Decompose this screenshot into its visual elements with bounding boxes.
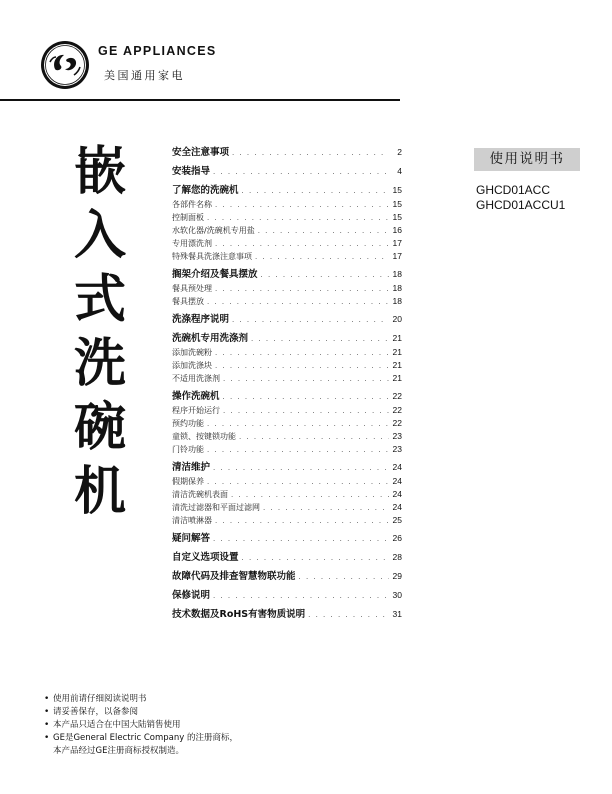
toc-section [172, 183, 402, 263]
toc-leader-dots [215, 515, 389, 528]
header-rule [0, 99, 400, 101]
toc-leader-dots [258, 225, 389, 238]
toc-page-number: 18 [392, 269, 402, 279]
toc-label: 水软化器/洗碗机专用盐 [172, 226, 255, 235]
toc-subitem [172, 514, 402, 527]
toc-section [172, 460, 402, 527]
note-item [44, 719, 243, 732]
toc-leader-dots [263, 502, 389, 515]
toc-subitem [172, 282, 402, 295]
toc-label: 疑问解答 [172, 533, 211, 544]
toc-page-number: 31 [392, 609, 402, 619]
toc-heading [172, 331, 402, 346]
toc-page-number: 29 [392, 571, 402, 581]
brand-name-cn: 美国通用家电 [104, 69, 185, 82]
toc-heading [172, 312, 402, 327]
toc-subitem [172, 488, 402, 501]
toc-subitem [172, 198, 402, 211]
toc-label: 童锁、按键锁功能 [172, 432, 236, 441]
toc-heading [172, 183, 402, 198]
toc-page-number: 24 [392, 462, 402, 472]
toc-leader-dots [215, 283, 389, 296]
brand-name-en: GE APPLIANCES [98, 44, 217, 58]
toc-label: 假期保养 [172, 477, 204, 486]
toc-page-number: 18 [392, 283, 402, 293]
manual-label: 使用说明书 [474, 148, 580, 171]
toc-label: 了解您的洗碗机 [172, 185, 239, 196]
toc-page-number: 25 [392, 515, 402, 525]
toc-heading [172, 145, 402, 160]
toc-label: 操作洗碗机 [172, 391, 220, 402]
model-number: GHCD01ACC [476, 183, 551, 197]
toc-leader-dots [213, 165, 389, 180]
note-text: GE是General Electric Company 的注册商标，本产品经过GE注册商标授权制造。 [53, 733, 238, 756]
toc-section [172, 267, 402, 308]
note-item [44, 732, 243, 758]
toc-page-number: 21 [392, 373, 402, 383]
ge-monogram-logo [40, 40, 90, 90]
toc-page-number: 24 [392, 476, 402, 486]
toc-section [172, 588, 402, 603]
toc-label: 清洁维护 [172, 462, 211, 473]
toc-page-number: 21 [392, 333, 402, 343]
toc-page-number: 20 [392, 314, 402, 324]
toc-page-number: 30 [392, 590, 402, 600]
toc-page-number: 16 [392, 225, 402, 235]
toc-label: 清洁洗碗机表面 [172, 490, 228, 499]
toc-page-number: 15 [392, 199, 402, 209]
toc-section [172, 569, 402, 584]
toc-leader-dots [261, 268, 389, 283]
toc-label: 清洁喷淋器 [172, 516, 212, 525]
toc-leader-dots [215, 347, 389, 360]
toc-section [172, 550, 402, 565]
bullet-icon: • [44, 733, 50, 743]
toc-page-number: 21 [392, 360, 402, 370]
notes-list [44, 693, 243, 758]
toc-subitem [172, 224, 402, 237]
toc-page-number: 24 [392, 502, 402, 512]
toc-leader-dots [207, 296, 389, 309]
toc-page-number: 4 [397, 166, 402, 176]
note-item [44, 693, 243, 706]
toc-page-number: 22 [392, 405, 402, 415]
toc-label: 安装指导 [172, 166, 211, 177]
toc-label: 技术数据及RoHS有害物质说明 [172, 609, 306, 620]
toc-heading [172, 267, 402, 282]
toc-heading [172, 164, 402, 179]
toc-page-number: 2 [397, 147, 402, 157]
toc-page-number: 22 [392, 418, 402, 428]
toc-leader-dots [242, 184, 389, 199]
toc-heading [172, 531, 402, 546]
toc-section [172, 164, 402, 179]
toc-label: 添加洗涤块 [172, 361, 212, 370]
model-number: GHCD01ACCU1 [476, 198, 566, 212]
bullet-icon: • [44, 720, 50, 730]
toc-leader-dots [223, 390, 389, 405]
toc-page-number: 15 [392, 185, 402, 195]
toc-subitem [172, 501, 402, 514]
toc-label: 餐具摆放 [172, 297, 204, 306]
toc-label: 保修说明 [172, 590, 211, 601]
toc-label: 各部件名称 [172, 200, 212, 209]
note-text: 请妥善保存，以备参阅 [53, 707, 139, 717]
toc-subitem [172, 237, 402, 250]
toc-leader-dots [255, 251, 389, 264]
toc-page-number: 26 [392, 533, 402, 543]
toc-leader-dots [213, 589, 389, 604]
toc-section [172, 607, 402, 622]
toc-leader-dots [232, 146, 389, 161]
bullet-icon: • [44, 694, 50, 704]
title-char: 碗 [73, 398, 126, 458]
toc-subitem [172, 250, 402, 263]
toc-label: 洗碗机专用洗涤剂 [172, 333, 249, 344]
toc-leader-dots [223, 405, 389, 418]
toc-heading [172, 389, 402, 404]
toc-subitem [172, 359, 402, 372]
toc-leader-dots [251, 332, 389, 347]
toc-label: 程序开始运行 [172, 406, 220, 415]
toc-label: 预约功能 [172, 419, 204, 428]
toc-leader-dots [207, 476, 389, 489]
toc-subitem [172, 346, 402, 359]
title-char: 入 [73, 206, 126, 266]
title-char: 式 [73, 270, 126, 330]
toc-label: 特殊餐具洗涤注意事项 [172, 252, 252, 261]
toc-heading [172, 460, 402, 475]
toc-subitem [172, 372, 402, 385]
toc-leader-dots [239, 431, 389, 444]
toc-subitem [172, 404, 402, 417]
toc-page-number: 22 [392, 391, 402, 401]
toc-section [172, 331, 402, 385]
toc-section [172, 145, 402, 160]
note-item [44, 706, 243, 719]
toc-leader-dots [223, 373, 389, 386]
toc-page-number: 18 [392, 296, 402, 306]
toc-leader-dots [213, 461, 389, 476]
toc-label: 安全注意事项 [172, 147, 230, 158]
title-char: 嵌 [73, 142, 126, 202]
toc-subitem [172, 417, 402, 430]
toc-heading [172, 550, 402, 565]
toc-leader-dots [299, 570, 389, 585]
toc-subitem [172, 430, 402, 443]
toc-subitem [172, 211, 402, 224]
toc-subitem [172, 443, 402, 456]
toc-section [172, 389, 402, 456]
note-text: 本产品只适合在中国大陆销售使用 [53, 720, 181, 730]
toc-label: 清洗过滤器和平面过滤网 [172, 503, 260, 512]
toc-leader-dots [308, 608, 389, 623]
toc-page-number: 28 [392, 552, 402, 562]
toc-section [172, 312, 402, 327]
title-char: 洗 [73, 334, 126, 394]
toc-page-number: 15 [392, 212, 402, 222]
toc-heading [172, 569, 402, 584]
toc-label: 餐具预处理 [172, 284, 212, 293]
toc-leader-dots [242, 551, 389, 566]
toc-page-number: 17 [392, 238, 402, 248]
model-list [476, 183, 565, 213]
toc-page-number: 23 [392, 431, 402, 441]
toc-page-number: 23 [392, 444, 402, 454]
toc-heading [172, 588, 402, 603]
note-text: 使用前请仔细阅读说明书 [53, 694, 147, 704]
toc-page-number: 24 [392, 489, 402, 499]
toc-label: 故障代码及排查智慧物联功能 [172, 571, 296, 582]
toc-section [172, 531, 402, 546]
toc-subitem [172, 295, 402, 308]
toc-label: 不适用洗涤剂 [172, 374, 220, 383]
toc-leader-dots [215, 199, 389, 212]
toc-leader-dots [232, 313, 389, 328]
bullet-icon: • [44, 707, 50, 717]
toc-heading [172, 607, 402, 622]
toc-page-number: 17 [392, 251, 402, 261]
toc-leader-dots [215, 360, 389, 373]
title-char: 机 [73, 462, 126, 522]
toc-label: 添加洗碗粉 [172, 348, 212, 357]
toc-label: 门铃功能 [172, 445, 204, 454]
toc-subitem [172, 475, 402, 488]
toc-leader-dots [213, 532, 389, 547]
table-of-contents [172, 145, 402, 626]
toc-label: 自定义选项设置 [172, 552, 239, 563]
toc-label: 洗涤程序说明 [172, 314, 230, 325]
product-title [68, 140, 132, 524]
toc-leader-dots [207, 444, 389, 457]
toc-label: 控制面板 [172, 213, 204, 222]
toc-page-number: 21 [392, 347, 402, 357]
toc-label: 专用漂洗剂 [172, 239, 212, 248]
toc-label: 搁架介绍及餐具摆放 [172, 269, 258, 280]
